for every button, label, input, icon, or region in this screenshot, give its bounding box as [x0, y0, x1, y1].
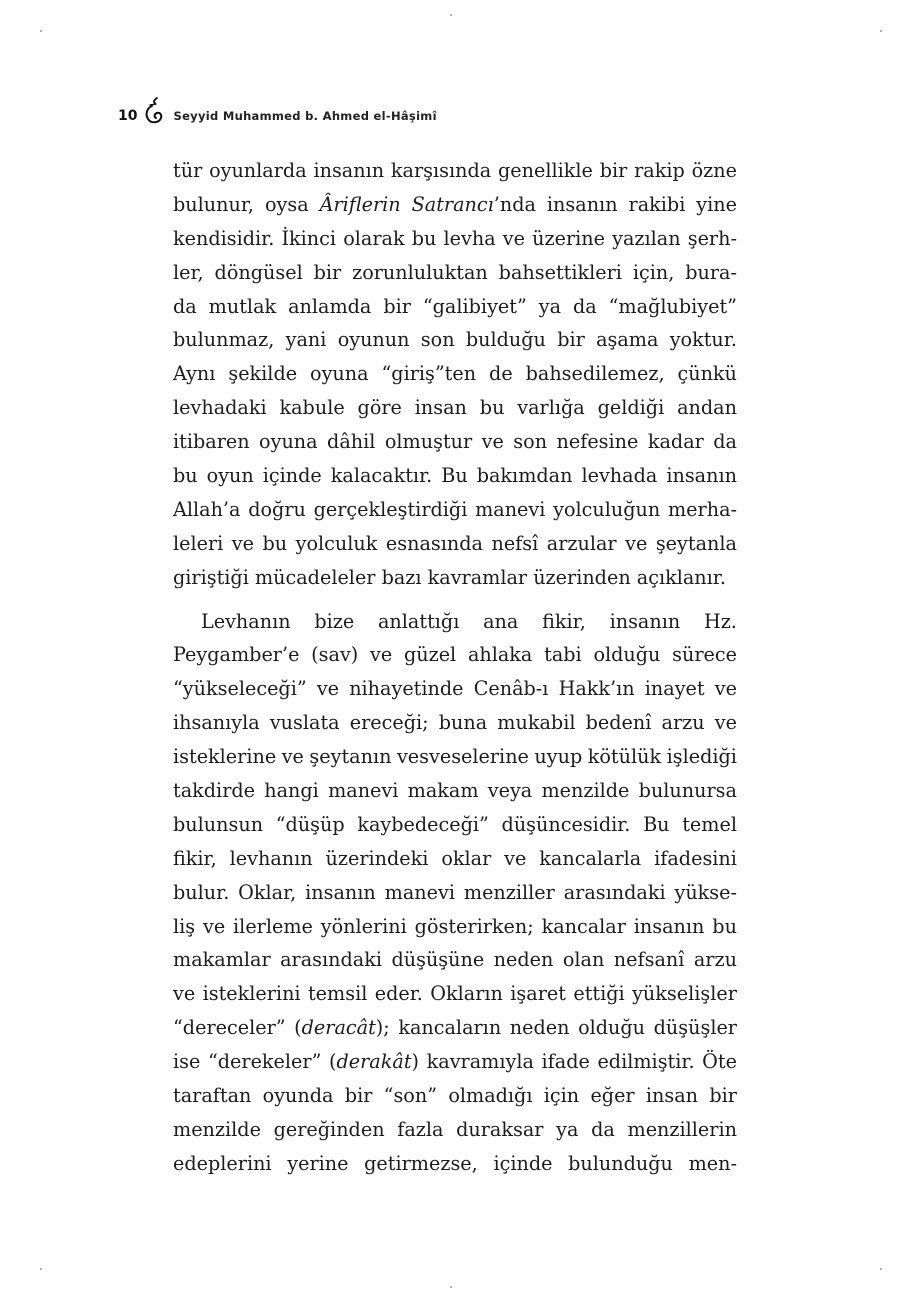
text-line: levhadaki kabule göre insan bu varlığa geldiği andan [173, 396, 737, 420]
text-line: bu oyun içinde kalacaktır. Bu bakımdan levhada insanın [173, 464, 737, 488]
crop-mark [40, 30, 42, 32]
calligraphic-ornament-icon [143, 96, 165, 126]
page-number: 10 [118, 108, 138, 124]
text-line: Levhanın bize anlattığı ana fikir, insanın Hz. [201, 609, 737, 633]
text-line: bulunur, oysa Âriflerin Satrancı’nda insanın rakibi yine [173, 192, 737, 216]
text-line: bulunmaz, yani oyunun son bulduğu bir aşama yoktur. [173, 328, 737, 352]
text-line: leleri ve bu yolculuk esnasında nefsî arzular ve şeytanla [173, 531, 737, 555]
running-head: Seyyid Muhammed b. Ahmed el-Hâşimî [173, 109, 437, 123]
text-line: bulunsun “düşüp kaybedeceği” düşüncesidir. Bu temel [173, 812, 737, 836]
text-line: tür oyunlarda insanın karşısında genellikle bir rakip özne [173, 159, 737, 182]
text-line: da mutlak anlamda bir “galibiyet” ya da “mağlubiyet” [173, 294, 737, 318]
text-line: takdirde hangi manevi makam veya menzilde bulunursa [173, 779, 737, 803]
text-line: ihsanıyla vuslata ereceği; buna mukabil bedenî arzu ve [173, 711, 737, 735]
text-line: isteklerine ve şeytanın vesveselerine uyup kötülük işlediği [173, 745, 737, 769]
text-line: “yükseleceği” ve nihayetinde Cenâb-ı Hakk’ın inayet ve [173, 677, 737, 701]
paragraph-gap [173, 595, 737, 605]
text-line: edeplerini yerine getirmezse, içinde bulunduğu men- [173, 1151, 737, 1175]
crop-mark [450, 1286, 452, 1288]
text-line: “dereceler” (deracât); kancaların neden olduğu düşüşler [173, 1016, 737, 1040]
text-line: ve isteklerini temsil eder. Okların işaret ettiği yükselişler [173, 982, 737, 1006]
crop-mark [40, 1268, 42, 1270]
text-line: Peygamber’e (sav) ve güzel ahlaka tabi olduğu sürece [173, 643, 737, 667]
crop-mark [880, 1268, 882, 1270]
text-line: Allah’a doğru gerçekleştirdiği manevi yolculuğun merha- [173, 497, 737, 521]
text-line: bulur. Oklar, insanın manevi menziller arasındaki yükse- [173, 880, 737, 904]
text-line: menzilde gereğinden fazla duraksar ya da menzillerin [173, 1117, 737, 1141]
body-text [173, 154, 737, 1181]
text-line: ise “derekeler” (derakât) kavramıyla ifade edilmiştir. Öte [173, 1050, 737, 1074]
text-line: fikir, levhanın üzerindeki oklar ve kancalarla ifadesini [173, 846, 737, 870]
text-line: taraftan oyunda bir “son” olmadığı için eğer insan bir [173, 1084, 737, 1108]
text-line: kendisidir. İkinci olarak bu levha ve üzerine yazılan şerh- [173, 226, 737, 250]
text-line: makamlar arasındaki düşüşüne neden olan nefsanî arzu [173, 948, 737, 972]
page-header [118, 96, 437, 126]
text-line: itibaren oyuna dâhil olmuştur ve son nefesine kadar da [173, 430, 737, 454]
text-line: liş ve ilerleme yönlerini gösterirken; kancalar insanın bu [173, 914, 737, 938]
text-line: giriştiği mücadeleler bazı kavramlar üzerinden açıklanır. [173, 565, 726, 589]
paragraph [173, 154, 737, 595]
paragraph [173, 605, 737, 1181]
crop-mark [450, 14, 452, 16]
text-line: Aynı şekilde oyuna “giriş”ten de bahsedilemez, çünkü [173, 362, 737, 386]
text-line: ler, döngüsel bir zorunluluktan bahsettikleri için, bura- [173, 260, 737, 284]
crop-mark [880, 30, 882, 32]
